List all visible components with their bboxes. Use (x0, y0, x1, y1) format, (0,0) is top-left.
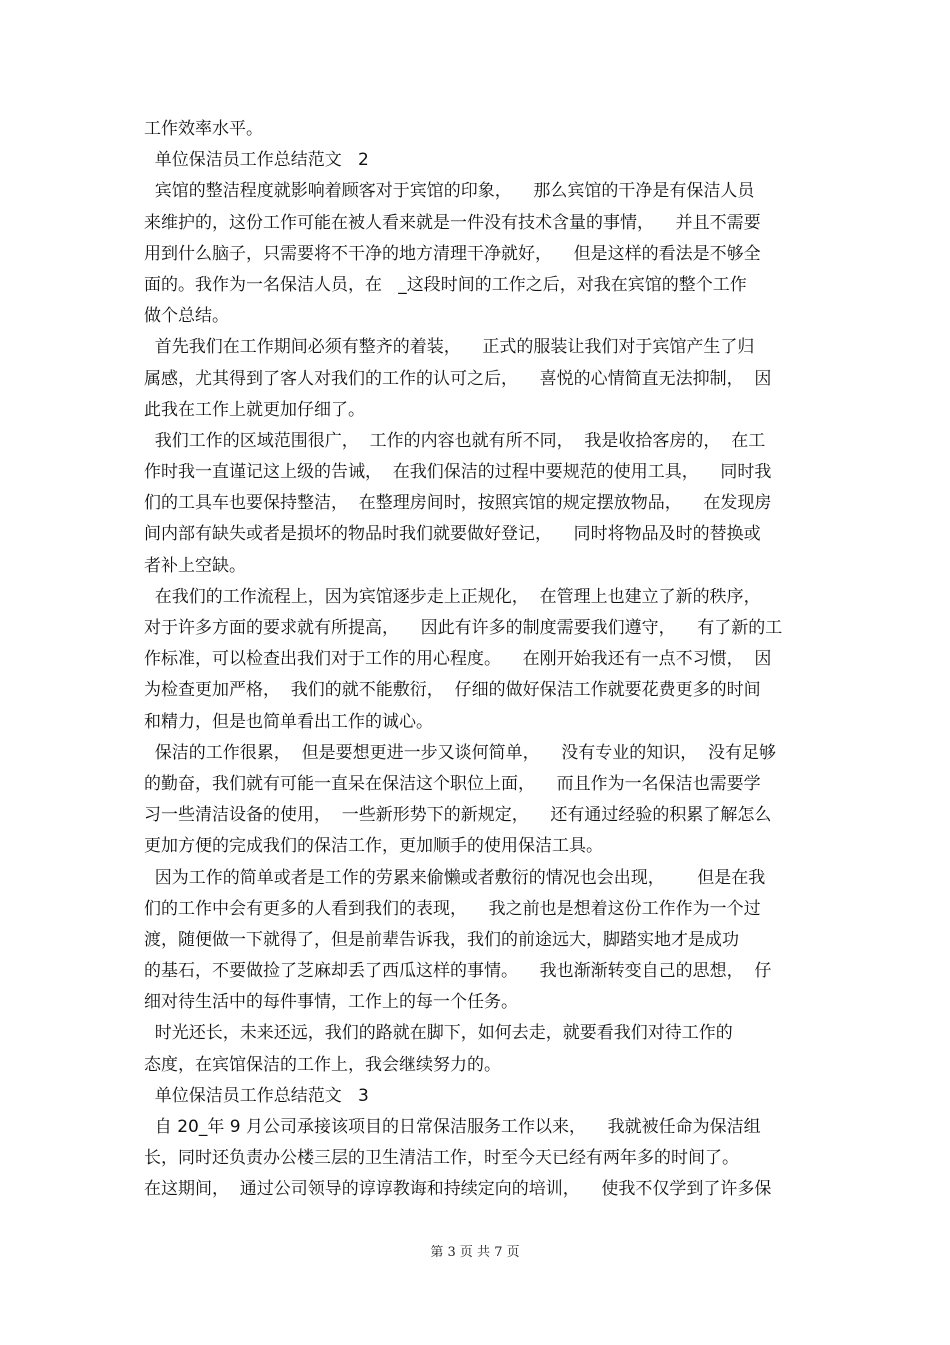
text-line: 的基石，不要做捡了芝麻却丢了西瓜这样的事情。 我也渐渐转变自己的思想， 仔 (144, 961, 772, 982)
text-line: 和精力，但是也简单看出工作的诚心。 (144, 711, 433, 732)
text-line: 在这期间， 通过公司领导的谆谆教诲和持续定向的培训， 使我不仅学到了许多保 (144, 1179, 772, 1200)
text-line: 在我们的工作流程上，因为宾馆逐步走上正规化， 在管理上也建立了新的秩序， (144, 586, 761, 607)
text-line: 宾馆的整洁程度就影响着顾客对于宾馆的印象， 那么宾馆的干净是有保洁人员 (144, 181, 755, 202)
text-line: 面的。我作为一名保洁人员，在 _这段时间的工作之后，对我在宾馆的整个工作 (144, 274, 747, 295)
text-line: 来维护的，这份工作可能在被人看来就是一件没有技术含量的事情， 并且不需要 (144, 212, 761, 233)
text-line: 工作效率水平。 (144, 119, 263, 139)
text-line: 更加方便的完成我们的保洁工作，更加顺手的使用保洁工具。 (144, 836, 603, 857)
text-line: 习一些清洁设备的使用， 一些新形势下的新规定， 还有通过经验的积累了解怎么 (144, 805, 772, 826)
text-line: 做个总结。 (144, 306, 229, 327)
text-line: 对于许多方面的要求就有所提高， 因此有许多的制度需要我们遵守， 有了新的工 (144, 618, 783, 638)
text-line: 作标准，可以检查出我们对于工作的用心程度。 在刚开始我还有一点不习惯， 因 (144, 649, 772, 670)
text-line: 者补上空缺。 (144, 555, 246, 576)
text-line: 用到什么脑子，只需要将不干净的地方清理干净就好， 但是这样的看法是不够全 (144, 243, 761, 264)
text-line: 细对待生活中的每件事情，工作上的每一个任务。 (144, 992, 518, 1013)
text-line: 态度，在宾馆保洁的工作上，我会继续努力的。 (144, 1054, 501, 1075)
text-line: 首先我们在工作期间必须有整齐的着装， 正式的服装让我们对于宾馆产生了归 (144, 337, 755, 358)
text-line: 渡，随便做一下就得了，但是前辈告诉我，我们的前途远大，脚踏实地才是成功 (144, 929, 739, 950)
text-line: 们的工具车也要保持整洁， 在整理房间时，按照宾馆的规定摆放物品， 在发现房 (144, 493, 772, 514)
text-line: 的勤奋，我们就有可能一直呆在保洁这个职位上面， 而且作为一名保洁也需要学 (144, 773, 761, 794)
text-line: 们的工作中会有更多的人看到我们的表现， 我之前也是想着这份工作作为一个过 (144, 898, 761, 919)
document-body (144, 114, 808, 1206)
text-line: 此我在工作上就更加仔细了。 (144, 399, 365, 420)
text-line: 因为工作的简单或者是工作的劳累来偷懒或者敷衍的情况也会出现， 但是在我 (144, 867, 766, 888)
text-line: 保洁的工作很累， 但是要想更进一步又谈何简单， 没有专业的知识， 没有足够 (144, 742, 777, 763)
text-line: 自 20_年 9 月公司承接该项目的日常保洁服务工作以来， 我就被任命为保洁组 (144, 1117, 761, 1137)
section-heading-2: 单位保洁员工作总结范文 2 (144, 150, 369, 171)
section-heading-3: 单位保洁员工作总结范文 3 (144, 1085, 369, 1106)
text-line: 为检查更加严格， 我们的就不能敷衍， 仔细的做好保洁工作就要花费更多的时间 (144, 680, 761, 701)
text-line: 长，同时还负责办公楼三层的卫生清洁工作，时至今天已经有两年多的时间了。 (144, 1148, 739, 1169)
page-number-footer: 第 3 页 共 7 页 (430, 1245, 520, 1260)
text-line: 作时我一直谨记这上级的告诫， 在我们保洁的过程中要规范的使用工具， 同时我 (144, 462, 772, 483)
text-line: 我们工作的区域范围很广， 工作的内容也就有所不同， 我是收拾客房的， 在工 (144, 430, 766, 451)
text-line: 时光还长，未来还远，我们的路就在脚下，如何去走，就要看我们对待工作的 (144, 1023, 733, 1044)
text-line: 间内部有缺失或者是损坏的物品时我们就要做好登记， 同时将物品及时的替换或 (144, 524, 761, 545)
text-line: 属感，尤其得到了客人对我们的工作的认可之后， 喜悦的心情简直无法抑制， 因 (144, 368, 772, 389)
